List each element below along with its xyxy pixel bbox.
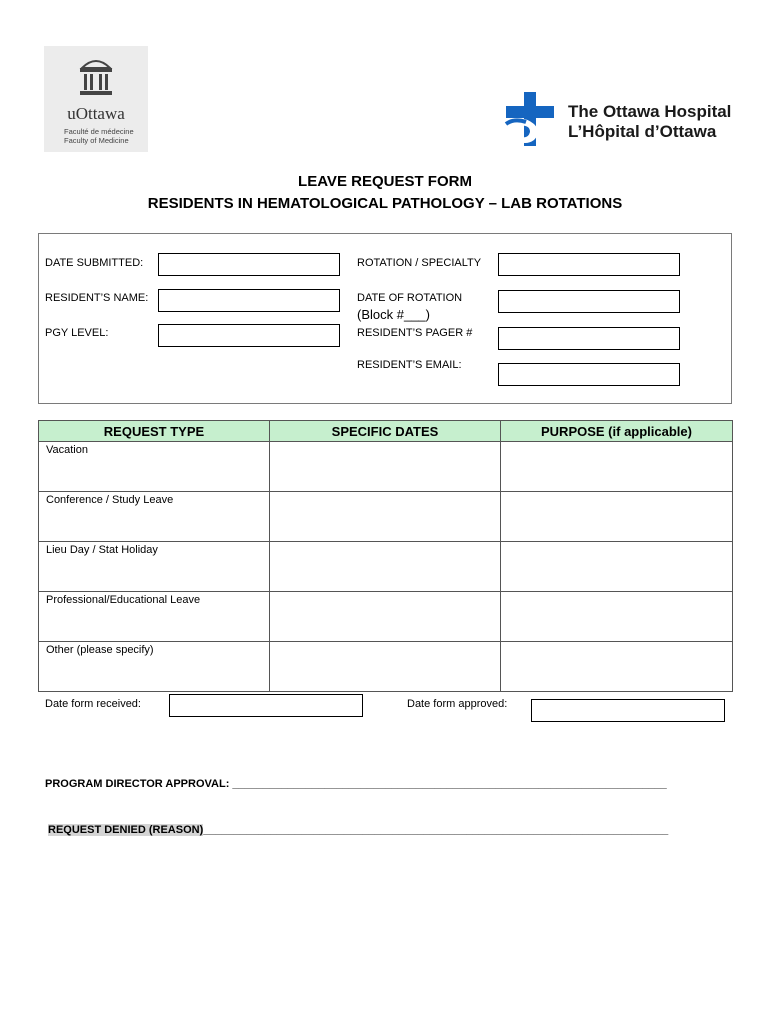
date-approved-label: Date form approved: <box>407 698 508 710</box>
date-submitted-field[interactable] <box>158 253 340 276</box>
specific-dates-cell[interactable] <box>270 442 501 492</box>
uottawa-name: uOttawa <box>67 104 125 123</box>
resident-name-label: RESIDENT’S NAME: <box>45 292 149 304</box>
table-row <box>39 592 733 642</box>
pager-field[interactable] <box>498 327 680 350</box>
blue-cross-icon <box>504 92 562 148</box>
rotation-label: ROTATION / SPECIALTY <box>357 257 482 269</box>
denied-reason-blank: ____________________________________________________________________________ <box>203 824 669 836</box>
specific-dates-cell[interactable] <box>270 492 501 542</box>
rotation-field[interactable] <box>498 253 680 276</box>
column-header: PURPOSE (if applicable) <box>501 421 733 442</box>
date-of-rotation-label: DATE OF ROTATION <box>357 292 463 304</box>
email-field[interactable] <box>498 363 680 386</box>
table-row <box>39 542 733 592</box>
director-approval-line[interactable] <box>45 778 667 790</box>
resident-name-field[interactable] <box>158 289 340 312</box>
date-received-field[interactable] <box>169 694 363 717</box>
specific-dates-cell[interactable] <box>270 542 501 592</box>
uottawa-faculty: Faculté de médecine Faculty of Medicine <box>64 127 134 145</box>
request-type-other: Other (please specify) <box>39 642 270 692</box>
email-label: RESIDENT’S EMAIL: <box>357 359 462 371</box>
form-subtitle: RESIDENTS IN HEMATOLOGICAL PATHOLOGY – LAB ROTATIONS <box>147 195 623 212</box>
uottawa-logo <box>44 46 148 152</box>
specific-dates-cell[interactable] <box>270 592 501 642</box>
purpose-cell[interactable] <box>501 642 733 692</box>
hospital-name-fr: L’Hôpital d’Ottawa <box>568 122 717 141</box>
purpose-cell[interactable] <box>501 592 733 642</box>
table-row <box>39 442 733 492</box>
request-type-lieu-day: Lieu Day / Stat Holiday <box>39 542 270 592</box>
form-title: LEAVE REQUEST FORM <box>298 173 472 190</box>
column-header: REQUEST TYPE <box>39 421 270 442</box>
column-header: SPECIFIC DATES <box>270 421 501 442</box>
purpose-cell[interactable] <box>501 542 733 592</box>
table-header-row <box>39 421 733 442</box>
date-approved-field[interactable] <box>531 699 725 722</box>
request-table <box>38 420 733 692</box>
request-type-vacation: Vacation <box>39 442 270 492</box>
date-of-rotation-field[interactable] <box>498 290 680 313</box>
ottawa-hospital-logo <box>504 92 732 148</box>
specific-dates-cell[interactable] <box>270 642 501 692</box>
director-signature-blank: _______________________________________________________________________ <box>232 778 667 790</box>
request-type-conference: Conference / Study Leave <box>39 492 270 542</box>
purpose-cell[interactable] <box>501 492 733 542</box>
pager-label: RESIDENT’S PAGER # <box>357 327 473 339</box>
request-denied-label: REQUEST DENIED (REASON) <box>48 824 204 836</box>
date-received-label: Date form received: <box>45 698 141 710</box>
building-columns-icon <box>78 56 114 98</box>
block-number-hint: (Block #___) <box>357 307 430 322</box>
date-submitted-label: DATE SUBMITTED: <box>45 257 144 269</box>
purpose-cell[interactable] <box>501 442 733 492</box>
hospital-name-en: The Ottawa Hospital <box>568 102 732 121</box>
table-row <box>39 642 733 692</box>
director-approval-label: PROGRAM DIRECTOR APPROVAL: <box>45 778 230 790</box>
request-denied-line[interactable] <box>48 824 668 836</box>
pgy-level-field[interactable] <box>158 324 340 347</box>
table-row <box>39 492 733 542</box>
pgy-level-label: PGY LEVEL: <box>45 327 109 339</box>
request-type-professional: Professional/Educational Leave <box>39 592 270 642</box>
